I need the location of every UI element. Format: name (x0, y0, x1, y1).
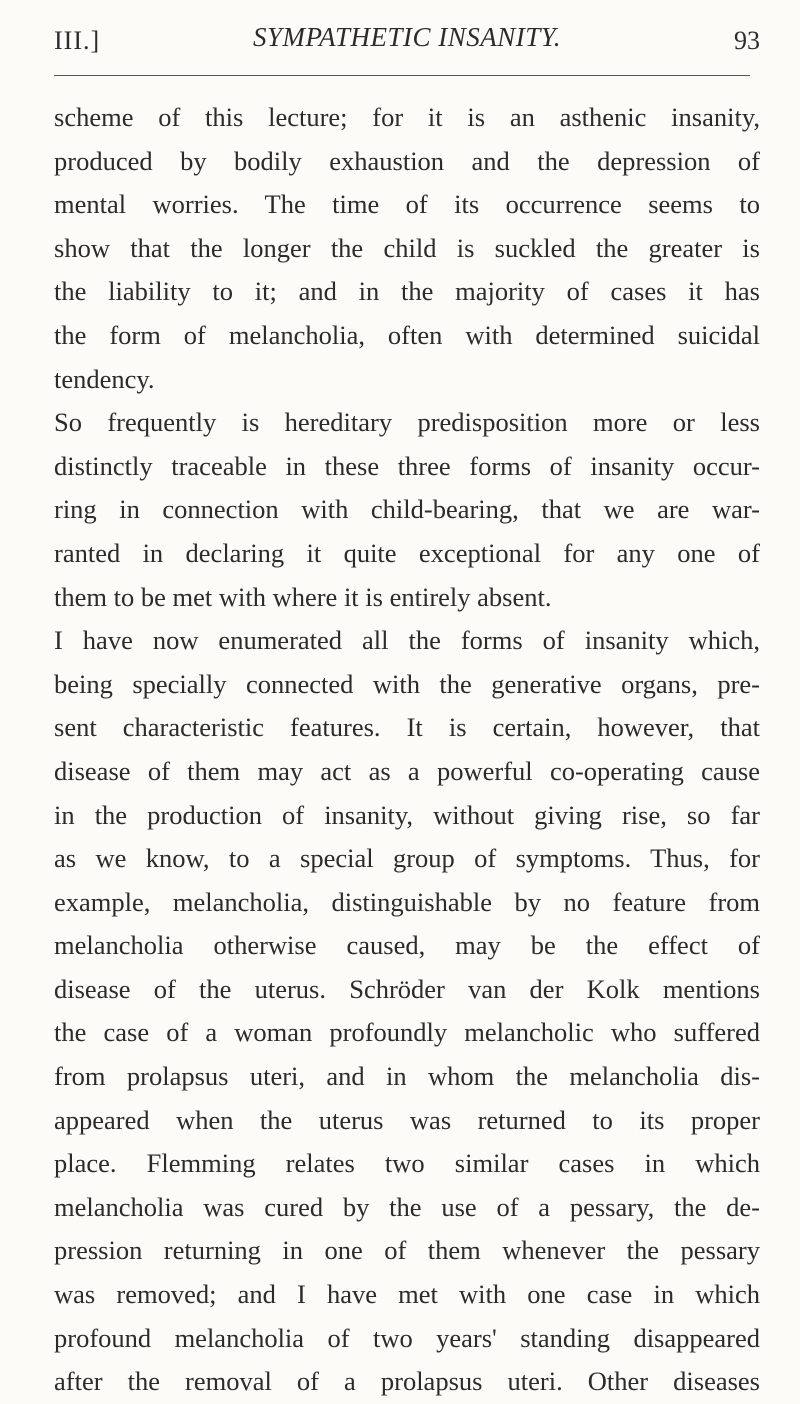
text-line: show that the longer the child is suckled the greater is (54, 232, 760, 263)
text-line: distinctly traceable in these three forms of insanity occur- (54, 450, 760, 481)
text-line: sent characteristic features. It is certain, however, that (54, 712, 760, 743)
text-line: example, melancholia, distinguishable by no feature from (54, 886, 760, 917)
page-number: 93 (734, 26, 760, 55)
text-line: tendency. (54, 363, 155, 394)
running-title: SYMPATHETIC INSANITY. (252, 22, 562, 52)
header-rule (54, 75, 750, 76)
chapter-number: III.] (54, 26, 101, 55)
text-line: pression returning in one of them whenever the pessary (54, 1235, 760, 1266)
text-line: profound melancholia of two years' standing disappeared (54, 1322, 760, 1353)
text-line: in the production of insanity, without giving rise, so far (54, 799, 760, 830)
text-line: them to be met with where it is entirely absent. (54, 581, 552, 612)
text-line: ranted in declaring it quite exceptional for any one of (54, 537, 760, 568)
text-line: the liability to it; and in the majority of cases it has (54, 276, 760, 307)
text-line: melancholia otherwise caused, may be the effect of (54, 930, 760, 961)
text-line: disease of them may act as a powerful co-operating cause (54, 755, 760, 786)
running-head (54, 8, 760, 68)
text-line: ring in connection with child-bearing, that we are war- (54, 494, 760, 525)
text-line: So frequently is hereditary predisposition more or less (54, 407, 760, 438)
text-line: appeared when the uterus was returned to its proper (54, 1104, 760, 1135)
text-line: after the removal of a prolapsus uteri. Other diseases (54, 1366, 760, 1397)
text-line: scheme of this lecture; for it is an asthenic insanity, (54, 102, 760, 132)
text-line: disease of the uterus. Schröder van der Kolk mentions (54, 973, 760, 1004)
text-line: being specially connected with the generative organs, pre- (54, 668, 760, 699)
text-line: mental worries. The time of its occurrence seems to (54, 189, 760, 220)
text-line: as we know, to a special group of symptoms. Thus, for (54, 843, 760, 874)
text-line: I have now enumerated all the forms of insanity which, (54, 625, 760, 656)
text-line: from prolapsus uteri, and in whom the melancholia dis- (54, 1061, 760, 1092)
text-line: the form of melancholia, often with determined suicidal (54, 319, 760, 350)
body-text (54, 96, 760, 1404)
text-line: the case of a woman profoundly melancholic who suffered (54, 1017, 760, 1048)
text-line: produced by bodily exhaustion and the depression of (54, 145, 760, 176)
text-line: was removed; and I have met with one case in which (54, 1279, 760, 1310)
text-line: melancholia was cured by the use of a pessary, the de- (54, 1191, 760, 1222)
text-line: place. Flemming relates two similar cases in which (54, 1148, 760, 1179)
